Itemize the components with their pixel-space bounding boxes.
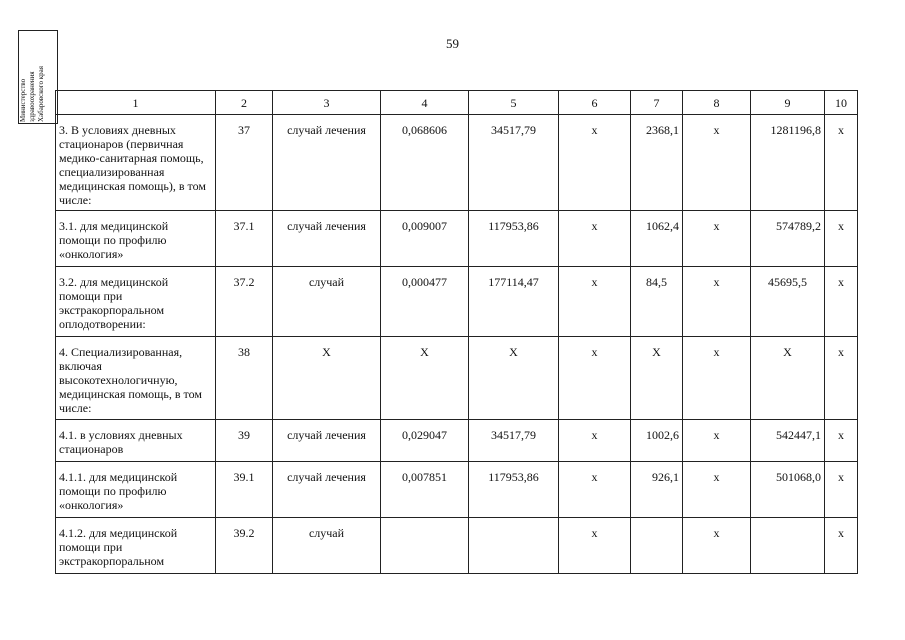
header-row [56, 91, 858, 115]
table-cell: х [683, 267, 751, 337]
table-cell: 34517,79 [469, 420, 559, 462]
stamp-line: Министерство [19, 78, 27, 122]
table-cell: х [683, 420, 751, 462]
data-table [55, 90, 858, 574]
column-header: 5 [469, 91, 559, 115]
table-cell: Х [469, 337, 559, 420]
row-name-cell: 4.1.1. для медицинской помощи по профилю «онкология» [56, 462, 216, 518]
table-cell: 0,029047 [381, 420, 469, 462]
column-header: 1 [56, 91, 216, 115]
table-cell: 45695,5 [751, 267, 825, 337]
table-cell: 574789,2 [751, 211, 825, 267]
table-cell: 542447,1 [751, 420, 825, 462]
table-cell [751, 518, 825, 574]
row-name-cell: 4.1.2. для медицинской помощи при экстракорпоральном [56, 518, 216, 574]
table-cell: 34517,79 [469, 115, 559, 211]
row-number-cell: 37.2 [216, 267, 273, 337]
column-header: 6 [559, 91, 631, 115]
table-cell: х [825, 267, 858, 337]
table-row [56, 420, 858, 462]
unit-cell: случай [273, 267, 381, 337]
table-cell: 0,007851 [381, 462, 469, 518]
table-row [56, 267, 858, 337]
stamp-line: Хабаровского края [37, 66, 45, 122]
table-cell: 0,068606 [381, 115, 469, 211]
table-row [56, 518, 858, 574]
table-cell: 1002,6 [631, 420, 683, 462]
row-name-cell: 4.1. в условиях дневных стационаров [56, 420, 216, 462]
stamp-text [19, 32, 57, 122]
table-cell: х [559, 115, 631, 211]
table-cell [381, 518, 469, 574]
column-header: 8 [683, 91, 751, 115]
column-header: 2 [216, 91, 273, 115]
unit-cell: случай лечения [273, 115, 381, 211]
table-cell: х [825, 337, 858, 420]
table-cell: 117953,86 [469, 211, 559, 267]
table-cell: х [825, 420, 858, 462]
column-header: 4 [381, 91, 469, 115]
document-stamp [18, 30, 58, 124]
table-cell: х [559, 518, 631, 574]
column-header: 10 [825, 91, 858, 115]
table-cell: х [825, 115, 858, 211]
column-header: 9 [751, 91, 825, 115]
table-cell: Х [631, 337, 683, 420]
table-cell: х [825, 211, 858, 267]
page-number: 59 [446, 36, 459, 51]
table-cell: 177114,47 [469, 267, 559, 337]
unit-cell: случай лечения [273, 420, 381, 462]
table-cell: х [559, 267, 631, 337]
table-cell: х [559, 211, 631, 267]
table-cell: Х [751, 337, 825, 420]
table-cell: 501068,0 [751, 462, 825, 518]
unit-cell: случай лечения [273, 462, 381, 518]
table-row [56, 115, 858, 211]
table-cell: 1281196,8 [751, 115, 825, 211]
table-cell: х [559, 462, 631, 518]
column-header: 7 [631, 91, 683, 115]
row-name-cell: 3.2. для медицинской помощи при экстракорпоральном оплодотворении: [56, 267, 216, 337]
table-cell: 0,009007 [381, 211, 469, 267]
table-cell [631, 518, 683, 574]
table-cell: х [683, 462, 751, 518]
row-number-cell: 37.1 [216, 211, 273, 267]
row-number-cell: 39.2 [216, 518, 273, 574]
table-row [56, 211, 858, 267]
unit-cell: случай [273, 518, 381, 574]
table-cell: 2368,1 [631, 115, 683, 211]
stamp-line: здравоохранения [28, 71, 36, 122]
table-cell: х [683, 211, 751, 267]
row-number-cell: 37 [216, 115, 273, 211]
table-cell: х [683, 115, 751, 211]
row-number-cell: 39 [216, 420, 273, 462]
row-number-cell: 38 [216, 337, 273, 420]
table-cell: х [559, 337, 631, 420]
table-cell [469, 518, 559, 574]
table-cell: х [825, 518, 858, 574]
table-cell: х [559, 420, 631, 462]
unit-cell: Х [273, 337, 381, 420]
unit-cell: случай лечения [273, 211, 381, 267]
table-cell: 926,1 [631, 462, 683, 518]
table-cell: х [683, 518, 751, 574]
table-cell: х [825, 462, 858, 518]
column-header: 3 [273, 91, 381, 115]
table-cell: 0,000477 [381, 267, 469, 337]
table-row [56, 337, 858, 420]
table-cell: 84,5 [631, 267, 683, 337]
row-name-cell: 3. В условиях дневных стационаров (первичная медико-санитарная помощь, специализированная медицинская помощь), в том числе: [56, 115, 216, 211]
table-cell: 1062,4 [631, 211, 683, 267]
table-cell: х [683, 337, 751, 420]
table-cell: 117953,86 [469, 462, 559, 518]
table-row [56, 462, 858, 518]
row-name-cell: 4. Специализированная, включая высокотехнологичную, медицинская помощь, в том числе: [56, 337, 216, 420]
table-cell: Х [381, 337, 469, 420]
row-number-cell: 39.1 [216, 462, 273, 518]
row-name-cell: 3.1. для медицинской помощи по профилю «онкология» [56, 211, 216, 267]
